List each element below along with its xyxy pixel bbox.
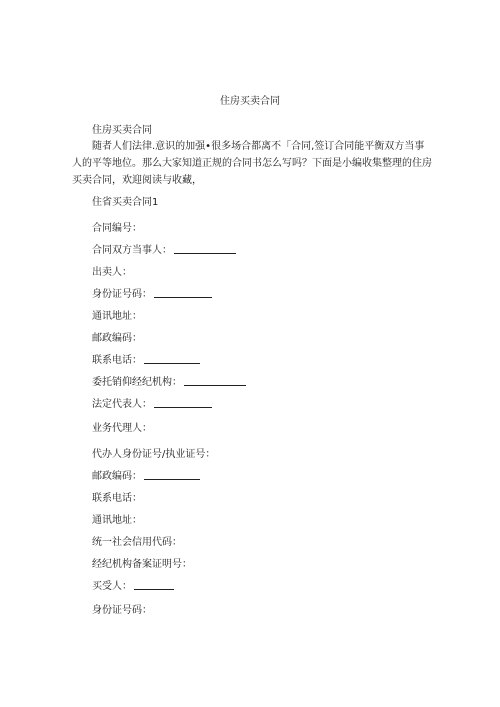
field-label: 身份证号码： xyxy=(92,605,152,616)
field-label: 业务代理人： xyxy=(92,423,152,434)
fill-blank xyxy=(154,397,212,408)
field-seller xyxy=(92,263,132,278)
field-agency-phone xyxy=(92,489,142,504)
field-label: 法定代表人： xyxy=(92,399,152,410)
fill-blank xyxy=(154,287,212,298)
field-label: 合同编号： xyxy=(92,223,142,234)
field-label: 邮政编码： xyxy=(92,333,142,344)
field-label: 通讯地址： xyxy=(92,515,142,526)
field-label: 代办人身份证号/执业证号： xyxy=(92,449,216,460)
document-title: 住房买卖合同 xyxy=(220,96,280,107)
field-label: 合同双方当事人： xyxy=(92,245,172,256)
field-credit-code xyxy=(92,533,182,548)
fill-blank xyxy=(144,353,200,364)
field-label: 委托销仰经纪机构： xyxy=(92,377,182,388)
field-buyer xyxy=(92,577,174,592)
intro-paragraph: 随者人们法律.意识的加强•很多场合都离不「合同,签订合同能平衡双方当事人的平等地位。那么大家知道正规的合同书怎么写吗？下面是小编收集整理的住房买卖合同，欢迎阅读与收藏， xyxy=(72,141,432,186)
field-label: 联系电话： xyxy=(92,355,142,366)
field-label: 邮政编码： xyxy=(92,471,142,482)
section-heading: 住省买卖合同1 xyxy=(92,197,159,208)
field-seller-address xyxy=(92,307,142,322)
fill-blank xyxy=(174,243,236,254)
field-label: 联系电话： xyxy=(92,493,142,504)
field-seller-postcode xyxy=(92,329,142,344)
fill-blank xyxy=(184,375,246,386)
field-agency xyxy=(92,373,246,388)
field-label: 通讯地址： xyxy=(92,311,142,322)
field-business-agent xyxy=(92,419,152,434)
field-label: 出卖人： xyxy=(92,267,132,278)
field-agent-id xyxy=(92,445,215,460)
field-label: 统一社会信用代码： xyxy=(92,537,182,548)
field-agency-address xyxy=(92,511,142,526)
field-agency-postcode xyxy=(92,467,200,482)
field-label: 身份证号码： xyxy=(92,289,152,300)
field-parties xyxy=(92,241,236,256)
fill-blank xyxy=(144,469,200,480)
fill-blank xyxy=(134,579,174,590)
field-label: 经纪机构备案证明号： xyxy=(92,559,192,570)
field-seller-id xyxy=(92,285,212,300)
field-buyer-id xyxy=(92,601,152,616)
document-subtitle: 住房买卖合同 xyxy=(92,125,152,136)
field-agency-record-number xyxy=(92,555,192,570)
field-legal-rep xyxy=(92,395,212,410)
field-seller-phone xyxy=(92,351,200,366)
field-label: 买受人： xyxy=(92,581,132,592)
field-contract-number xyxy=(92,219,142,234)
